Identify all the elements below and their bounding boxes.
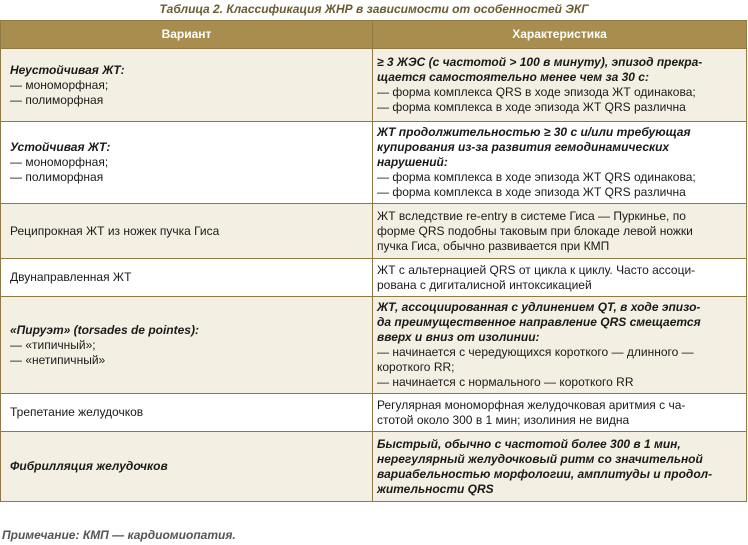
cell-line: — начинается с чередующихся короткого — длинного — (377, 345, 694, 359)
cell-line: пучка Гиса, обычно развивается при КМП (377, 238, 610, 253)
variant-cell (1, 394, 373, 432)
characteristic-cell (373, 394, 747, 432)
cell-line: — форма комплекса в ходе эпизода ЖТ QRS различна (377, 100, 686, 114)
cell-line: — полиморфная (10, 92, 104, 107)
cell-line: стотой около 300 в 1 мин; изолиния не видна (377, 412, 630, 427)
variant-cell (1, 122, 373, 204)
cell-line: ЖТ, ассоциированная с удлинением QT, в ходе эпизо- (377, 300, 701, 314)
variant-cell (1, 259, 373, 297)
cell-line: рована с дигиталисной интоксикацией (377, 277, 592, 292)
cell-line: вариабельностью морфологии, амплитуды и продол- (377, 466, 713, 481)
characteristic-cell (373, 297, 747, 394)
variant-cell (1, 432, 373, 502)
table-row (1, 204, 747, 259)
cell-line: ЖТ вследствие re-entry в системе Гиса — Пуркинье, по (377, 208, 686, 223)
cell-line: Реципрокная ЖТ из ножек пучка Гиса (10, 223, 220, 238)
cell-line: щается самостоятельно менее чем за 30 с: (377, 70, 649, 84)
header-row (1, 21, 747, 49)
cell-line: — «нетипичный» (10, 352, 106, 367)
cell-line: — форма комплекса QRS в ходе эпизода ЖТ одинакова; (377, 85, 696, 99)
cell-line: — мономорфная; (10, 77, 109, 92)
cell-line: Двунаправленная ЖТ (10, 270, 132, 284)
cell-line: Быстрый, обычно с частотой более 300 в 1 мин, (377, 436, 681, 451)
cell-line: да преимущественное направление QRS смещается (377, 315, 701, 329)
cell-line: Устойчивая ЖТ: (10, 140, 111, 154)
cell-line: Неустойчивая ЖТ: (10, 62, 125, 77)
ecg-classification-table (0, 20, 747, 502)
cell-line: нерегулярный желудочковый ритм со значительной (377, 451, 703, 466)
cell-line: — начинается с нормального — короткого RR (377, 375, 634, 389)
footnote-text: КМП — кардиомиопатия. (82, 528, 236, 542)
variant-cell (1, 204, 373, 259)
cell-line: — «типичный»; (10, 337, 96, 352)
variant-cell (1, 297, 373, 394)
table-row (1, 122, 747, 204)
cell-line: — мономорфная; (10, 155, 109, 169)
cell-line: Трепетание желудочков (10, 405, 144, 419)
table-row (1, 297, 747, 394)
cell-line: — форма комплекса в ходе эпизода ЖТ QRS одинакова; (377, 170, 696, 184)
header-variant: Вариант (1, 21, 373, 49)
header-characteristic: Характеристика (373, 21, 747, 49)
cell-line: жительности QRS (377, 481, 494, 496)
cell-line: — полиморфная (10, 170, 104, 184)
characteristic-cell (373, 122, 747, 204)
characteristic-cell (373, 204, 747, 259)
characteristic-cell (373, 49, 747, 122)
cell-line: вверх и вниз от изолинии: (377, 330, 540, 344)
cell-line: купирования из-за развития гемодинамических (377, 140, 670, 154)
cell-line: ЖТ с альтернацией QRS от цикла к циклу. Часто ассоци- (377, 262, 696, 277)
cell-line: — форма комплекса в ходе эпизода ЖТ QRS различна (377, 185, 686, 199)
table-title: Таблица 2. Классификация ЖНР в зависимости от особенностей ЭКГ (159, 2, 589, 16)
cell-line: форме QRS подобны таковым при блокаде левой ножки (377, 223, 693, 238)
table-row (1, 432, 747, 502)
cell-line: Регулярная мономорфная желудочковая аритмия с ча- (377, 397, 686, 412)
table-row (1, 259, 747, 297)
characteristic-cell (373, 432, 747, 502)
cell-line: Фибрилляция желудочков (10, 459, 168, 473)
variant-cell (1, 49, 373, 122)
table-row (1, 49, 747, 122)
cell-line: «Пируэт» (torsades de pointes): (10, 322, 199, 337)
footnote (2, 528, 236, 542)
table-row (1, 394, 747, 432)
characteristic-cell (373, 259, 747, 297)
footnote-label: Примечание: (2, 528, 80, 542)
cell-line: ≥ 3 ЖЭС (с частотой > 100 в минуту), эпизод прекра- (377, 55, 703, 69)
cell-line: нарушений: (377, 155, 448, 169)
cell-line: короткого RR; (377, 360, 455, 374)
cell-line: ЖТ продолжительностью ≥ 30 с и/или требующая (377, 125, 691, 139)
